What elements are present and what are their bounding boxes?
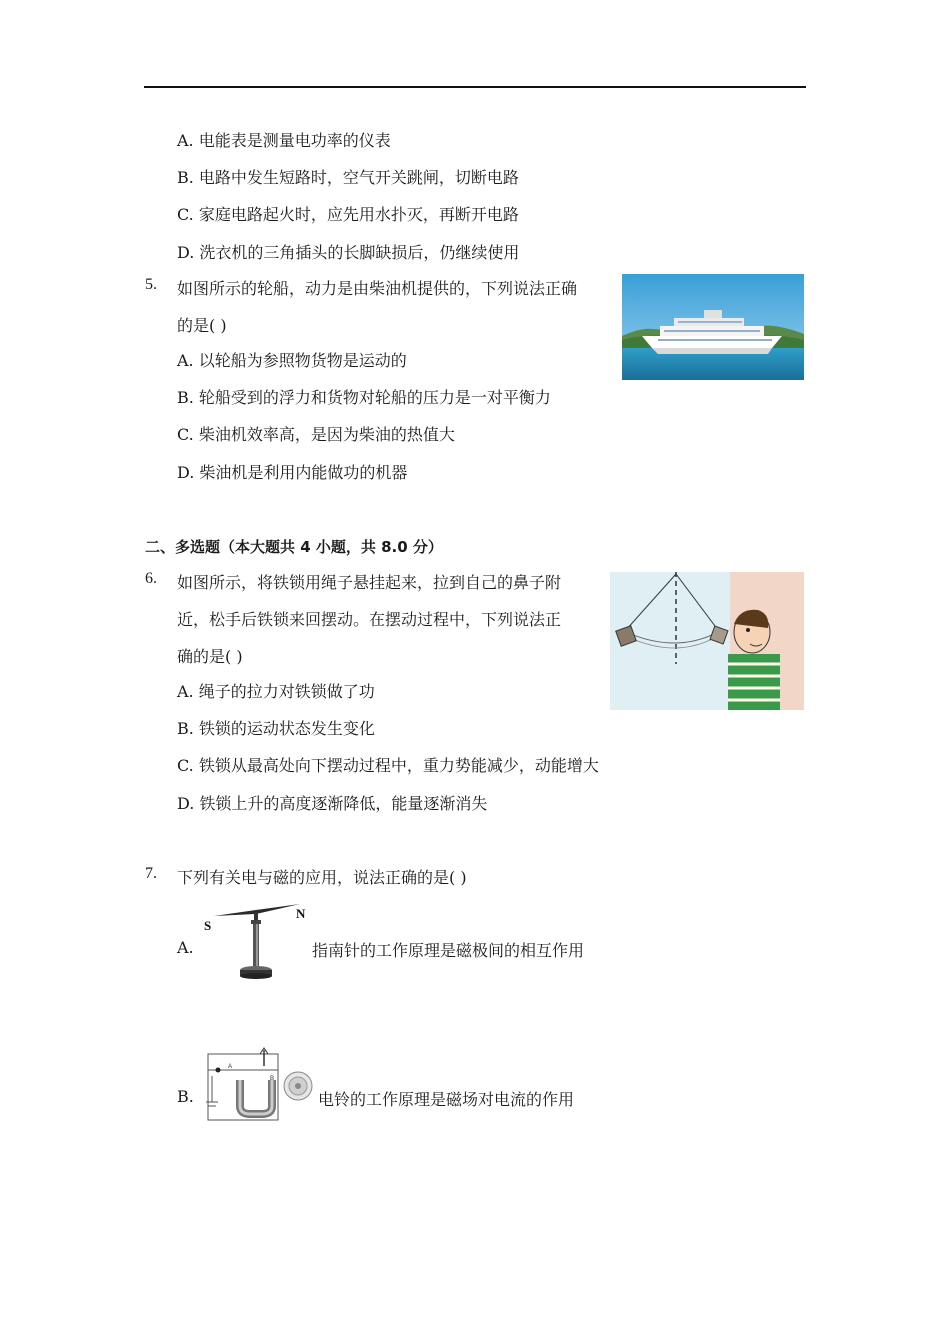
- q6-stem-line2: 近，松手后铁锁来回摆动。在摆动过程中，下列说法正: [177, 610, 562, 629]
- q5-number: 5.: [145, 276, 157, 293]
- q7-stem: 下列有关电与磁的应用，说法正确的是( ): [177, 868, 467, 887]
- q7-option-a-text: 指南针的工作原理是磁极间的相互作用: [312, 941, 585, 960]
- q5-stem-line2: 的是( ): [177, 316, 227, 335]
- compass-n-label: N: [296, 906, 306, 921]
- q6-option-d: D. 铁锁上升的高度逐渐降低，能量逐渐消失: [177, 794, 488, 813]
- section-title: 二、多选题（本大题共 4 小题，共 8.0 分）: [145, 538, 443, 556]
- q6-option-a: A. 绳子的拉力对铁锁做了功: [177, 682, 375, 701]
- q7-option-a-label: A.: [177, 938, 194, 957]
- header-rule: [144, 86, 806, 88]
- cruise-ship-image: [622, 274, 804, 380]
- q4-option-c: C. 家庭电路起火时，应先用水扑灭，再断开电路: [177, 205, 519, 224]
- q4-option-a: A. 电能表是测量电功率的仪表: [177, 131, 391, 150]
- q5-option-b: B. 轮船受到的浮力和货物对轮船的压力是一对平衡力: [177, 388, 551, 407]
- q7-number: 7.: [145, 865, 157, 882]
- q5-option-d: D. 柴油机是利用内能做功的机器: [177, 463, 408, 482]
- q5-stem-line1: 如图所示的轮船，动力是由柴油机提供的，下列说法正确: [177, 279, 578, 298]
- q6-option-b: B. 铁锁的运动状态发生变化: [177, 719, 375, 738]
- compass-s-label: S: [204, 918, 212, 933]
- q7-option-b-text: 电铃的工作原理是磁场对电流的作用: [318, 1090, 575, 1109]
- pendulum-lock-image: [610, 572, 804, 710]
- electric-bell-image: [200, 1046, 316, 1124]
- bell-b-label: B: [270, 1076, 275, 1082]
- q7-option-b-label: B.: [177, 1087, 194, 1106]
- q4-option-b: B. 电路中发生短路时，空气开关跳闸，切断电路: [177, 168, 519, 187]
- compass-needle-image: [200, 900, 312, 982]
- q5-option-c: C. 柴油机效率高，是因为柴油的热值大: [177, 425, 455, 444]
- q5-option-a: A. 以轮船为参照物货物是运动的: [177, 351, 407, 370]
- q6-stem-line3: 确的是( ): [177, 647, 243, 666]
- bell-a-label: A: [228, 1064, 233, 1070]
- q4-option-d: D. 洗衣机的三角插头的长脚缺损后，仍继续使用: [177, 243, 520, 262]
- q6-stem-line1: 如图所示，将铁锁用绳子悬挂起来，拉到自己的鼻子附: [177, 573, 562, 592]
- q6-option-c: C. 铁锁从最高处向下摆动过程中，重力势能减少，动能增大: [177, 756, 599, 775]
- q6-number: 6.: [145, 570, 157, 587]
